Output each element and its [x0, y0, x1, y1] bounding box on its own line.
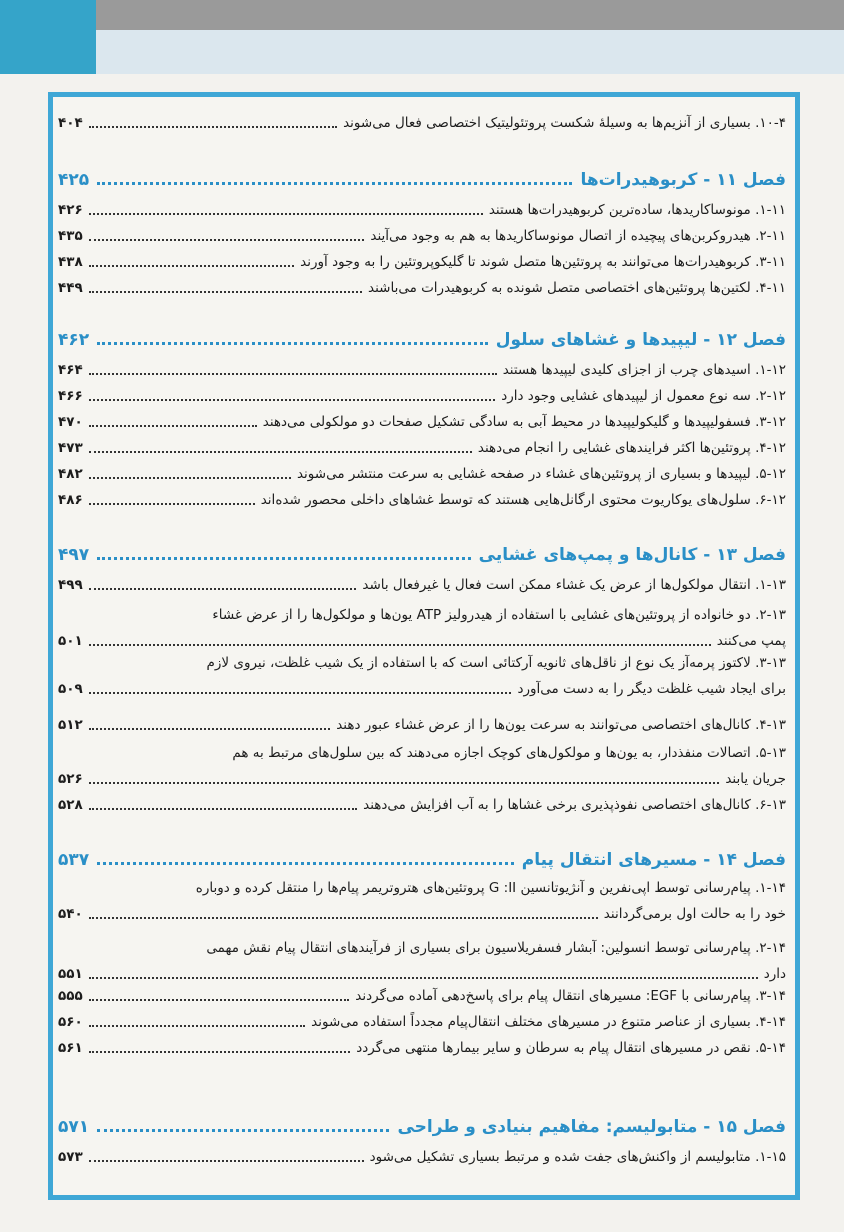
entry-text: پمپ می‌کنند	[716, 633, 786, 649]
chapter-leader-dots	[97, 182, 572, 185]
entry-text: ۳-۱۴. پیام‌رسانی با EGF: مسیرهای انتقال پیام برای پاسخ‌دهی آماده می‌گردند	[355, 988, 786, 1004]
toc-entry[interactable]	[58, 792, 786, 818]
entry-text: ۱۰-۴. بسیاری از آنزیم‌ها به وسیلهٔ شکست پروتئولیتیک اختصاصی فعال می‌شوند	[343, 115, 786, 131]
toc-entry[interactable]	[58, 712, 786, 738]
leader-dots	[89, 588, 357, 590]
toc-entry[interactable]	[58, 249, 786, 275]
entry-page: ۵۷۳	[58, 1149, 83, 1165]
leader-dots	[89, 126, 337, 128]
toc-entry[interactable]	[58, 357, 786, 383]
entry-text: ۴-۱۴. بسیاری از عناصر متنوع در مسیرهای مختلف انتقال‌پیام مجدداً استفاده می‌شوند	[311, 1014, 786, 1030]
toc-entry[interactable]	[58, 572, 786, 598]
entry-text: ۵-۱۴. نقص در مسیرهای انتقال پیام به سرطان و سایر بیمارها منتهی می‌گردد	[356, 1040, 786, 1056]
entry-page: ۵۱۲	[58, 717, 83, 733]
leader-dots	[89, 644, 711, 646]
top-gray-band	[96, 0, 844, 30]
entry-page: ۴۶۴	[58, 362, 83, 378]
entry-page: ۵۴۰	[58, 906, 83, 922]
entry-text: ۱-۱۱. مونوساکاریدها، ساده‌ترین کربوهیدرات‌ها هستند	[488, 202, 786, 218]
leader-dots	[89, 1051, 351, 1053]
entry-page: ۴۲۶	[58, 202, 83, 218]
entry-text: ۶-۱۲. سلول‌های یوکاریوت محتوی ارگانل‌هایی هستند که توسط غشاهای داخلی محصور شده‌اند	[260, 492, 786, 508]
chapter-page: ۴۶۲	[58, 330, 90, 350]
top-light-band	[96, 30, 844, 74]
entry-text-line1: ۲-۱۳. دو خانواده از پروتئین‌های غشایی با استفاده از هیدرولیز ATP یون‌ها و مولکول‌ها را از عرض غشاء	[212, 607, 786, 623]
entry-page: ۴۸۲	[58, 466, 83, 482]
entry-text: برای ایجاد شیب غلظت دیگر را به دست می‌آورد	[517, 681, 786, 697]
chapter-heading[interactable]	[58, 325, 786, 355]
entry-text: جریان یابند	[725, 771, 786, 787]
leader-dots	[89, 451, 472, 453]
leader-dots	[89, 999, 350, 1001]
chapter-page: ۵۷۱	[58, 1117, 90, 1137]
toc-entry[interactable]	[58, 1144, 786, 1170]
chapter-leader-dots	[97, 1129, 389, 1132]
leader-dots	[89, 399, 495, 401]
leader-dots	[89, 425, 257, 427]
leader-dots	[89, 808, 357, 810]
toc-entry[interactable]	[58, 487, 786, 513]
entry-page: ۴۰۴	[58, 115, 83, 131]
entry-page: ۴۷۳	[58, 440, 83, 456]
leader-dots	[89, 728, 330, 730]
entry-text-line1: ۱-۱۴. پیام‌رسانی توسط اپی‌نفرین و آنژیوتانسین G :II پروتئین‌های هتروتریمر پیام‌ها را منتقل کرده و دوباره	[195, 880, 786, 896]
leader-dots	[89, 373, 497, 375]
leader-dots	[89, 977, 758, 979]
chapter-heading[interactable]	[58, 1112, 786, 1142]
entry-text: خود را به حالت اول برمی‌گردانند	[603, 906, 786, 922]
leader-dots	[89, 503, 255, 505]
toc-entry[interactable]	[58, 275, 786, 301]
entry-page: ۴۳۵	[58, 228, 83, 244]
top-accent-block	[0, 0, 96, 74]
toc-entry[interactable]	[58, 983, 786, 1009]
toc-entry[interactable]	[58, 935, 786, 987]
entry-page: ۵۲۸	[58, 797, 83, 813]
chapter-title: فصل ۱۳ - کانال‌ها و پمپ‌های غشایی	[478, 545, 786, 565]
entry-text: دارد	[763, 966, 786, 982]
leader-dots	[89, 1025, 305, 1027]
entry-page: ۴۷۰	[58, 414, 83, 430]
leader-dots	[89, 1160, 364, 1162]
chapter-page: ۴۲۵	[58, 170, 90, 190]
entry-text: ۱-۱۲. اسیدهای چرب از اجزای کلیدی لیپیدها هستند	[502, 362, 786, 378]
entry-page: ۵۵۱	[58, 966, 83, 982]
leader-dots	[89, 782, 720, 784]
entry-text: ۲-۱۱. هیدروکربن‌های پیچیده از اتصال مونوساکاریدها به هم به وجود می‌آیند	[370, 228, 786, 244]
toc-entry[interactable]	[58, 1009, 786, 1035]
toc-entry[interactable]	[58, 435, 786, 461]
entry-page: ۵۶۱	[58, 1040, 83, 1056]
entry-page: ۴۴۹	[58, 280, 83, 296]
entry-text: ۴-۱۲. پروتئین‌ها اکثر فرایندهای غشایی را انجام می‌دهند	[477, 440, 786, 456]
toc-entry[interactable]	[58, 875, 786, 927]
chapter-heading[interactable]	[58, 165, 786, 195]
toc-entry[interactable]	[58, 740, 786, 792]
chapter-leader-dots	[97, 862, 514, 865]
entry-text: ۳-۱۱. کربوهیدرات‌ها می‌توانند به پروتئین‌ها متصل شوند تا گلیکوپروتئین را به وجود آورند	[300, 254, 786, 270]
chapter-title: فصل ۱۴ - مسیرهای انتقال پیام	[521, 850, 786, 870]
leader-dots	[89, 239, 365, 241]
entry-text: ۵-۱۲. لیپیدها و بسیاری از پروتئین‌های غشاء در صفحه غشایی به سرعت منتشر می‌شوند	[296, 466, 786, 482]
toc-entry[interactable]	[58, 650, 786, 702]
entry-line2	[58, 676, 786, 702]
entry-text: ۴-۱۳. کانال‌های اختصاصی می‌توانند به سرعت یون‌ها را از عرض غشاء عبور دهند	[336, 717, 786, 733]
entry-text: ۴-۱۱. لکتین‌ها پروتئین‌های اختصاصی متصل شونده به کربوهیدرات می‌باشند	[367, 280, 786, 296]
chapter-leader-dots	[97, 342, 488, 345]
entry-text-line1: ۵-۱۳. اتصالات منفذدار، به یون‌ها و مولکول‌های کوچک اجازه می‌دهند که بین سلول‌های مرتبط به هم	[232, 745, 786, 761]
leader-dots	[89, 213, 483, 215]
entry-page: ۴۳۸	[58, 254, 83, 270]
chapter-heading[interactable]	[58, 845, 786, 875]
toc-entry[interactable]	[58, 602, 786, 654]
entry-page: ۴۶۶	[58, 388, 83, 404]
chapter-title: فصل ۱۲ - لیپیدها و غشاهای سلول	[495, 330, 786, 350]
toc-entry[interactable]	[58, 1035, 786, 1061]
entry-page: ۵۶۰	[58, 1014, 83, 1030]
chapter-leader-dots	[97, 557, 471, 560]
leader-dots	[89, 477, 291, 479]
chapter-page: ۵۳۷	[58, 850, 90, 870]
entry-line2	[58, 901, 786, 927]
entry-text: ۶-۱۳. کانال‌های اختصاصی نفوذپذیری برخی غشاها را به آب افزایش می‌دهند	[363, 797, 786, 813]
toc-entry[interactable]	[58, 223, 786, 249]
chapter-title: فصل ۱۵ - متابولیسم: مفاهیم بنیادی و طراحی	[397, 1117, 786, 1137]
entry-page: ۵۲۶	[58, 771, 83, 787]
entry-page: ۵۰۱	[58, 633, 83, 649]
toc-entry[interactable]	[58, 383, 786, 409]
toc-entry[interactable]	[58, 409, 786, 435]
leader-dots	[89, 692, 512, 694]
entry-line2	[58, 766, 786, 792]
entry-text-line1: ۲-۱۴. پیام‌رسانی توسط انسولین: آبشار فسفریلاسیون برای بسیاری از فرآیندهای انتقال پیام نقش مهمی	[206, 940, 786, 956]
toc-entry-top[interactable]	[58, 110, 786, 136]
entry-text: ۱-۱۵. متابولیسم از واکنش‌های جفت شده و مرتبط بسیاری تشکیل می‌شود	[369, 1149, 786, 1165]
toc-entry[interactable]	[58, 461, 786, 487]
leader-dots	[89, 291, 362, 293]
entry-text: ۱-۱۳. انتقال مولکول‌ها از عرض یک غشاء ممکن است فعال یا غیرفعال باشد	[362, 577, 786, 593]
entry-page: ۴۹۹	[58, 577, 83, 593]
leader-dots	[89, 917, 598, 919]
chapter-heading[interactable]	[58, 540, 786, 570]
entry-page: ۴۸۶	[58, 492, 83, 508]
leader-dots	[89, 265, 294, 267]
entry-page: ۵۵۵	[58, 988, 83, 1004]
entry-page: ۵۰۹	[58, 681, 83, 697]
entry-text-line1: ۳-۱۳. لاکتوز پرمه‌آز یک نوع از ناقل‌های ثانویه آرکتائی است که با استفاده از یک شیب غلظت، نیروی لازم	[206, 655, 786, 671]
chapter-page: ۴۹۷	[58, 545, 90, 565]
chapter-title: فصل ۱۱ - کربوهیدرات‌ها	[580, 170, 786, 190]
entry-text: ۲-۱۲. سه نوع معمول از لیپیدهای غشایی وجود دارد	[501, 388, 786, 404]
entry-text: ۳-۱۲. فسفولیپیدها و گلیکولیپیدها در محیط آبی به سادگی تشکیل صفحات دو مولکولی می‌دهند	[262, 414, 786, 430]
toc-entry[interactable]	[58, 197, 786, 223]
